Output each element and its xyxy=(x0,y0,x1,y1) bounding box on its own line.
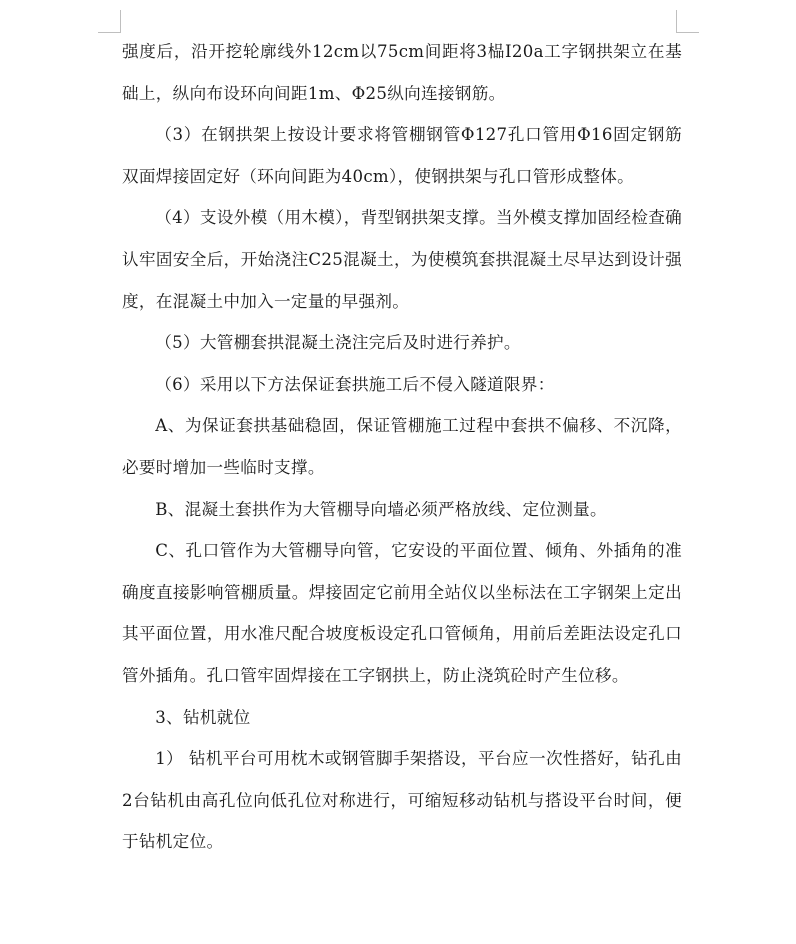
paragraph-10: 1） 钻机平台可用枕木或钢管脚手架搭设，平台应一次性搭好，钻孔由2台钻机由高孔位向低孔位对称进行，可缩短移动钻机与搭设平台时间，便于钻机定位。 xyxy=(122,749,682,852)
paragraph-5: （6）采用以下方法保证套拱施工后不侵入隧道限界： xyxy=(155,374,555,394)
top-left-margin-mark xyxy=(98,10,121,33)
paragraph-8: C、孔口管作为大管棚导向管，它安设的平面位置、倾角、外插角的准确度直接影响管棚质量。焊接固定它前用全站仪以坐标法在工字钢架上定出其平面位置，用水准尺配合坡度板设定孔口管倾角，用前后差距法设定孔口管外插角。孔口管牢固焊接在工字钢拱上，防止浇筑砼时产生位移。 xyxy=(122,541,682,685)
paragraph-3: （4）支设外模（用木模），背型钢拱架支撑。当外模支撑加固经检查确认牢固安全后，开始浇注C25混凝土，为使模筑套拱混凝土尽早达到设计强度，在混凝土中加入一定量的早强剂。 xyxy=(122,208,682,311)
paragraph-7: B、混凝土套拱作为大管棚导向墙必须严格放线、定位测量。 xyxy=(155,499,607,519)
paragraph-1: 强度后，沿开挖轮廓线外12cm以75cm间距将3榀I20a工字钢拱架立在基础上，纵向布设环向间距1m、Φ25纵向连接钢筋。 xyxy=(122,42,682,103)
document-body xyxy=(122,31,682,863)
top-right-margin-mark xyxy=(676,10,699,33)
paragraph-2: （3）在钢拱架上按设计要求将管棚钢管Φ127孔口管用Φ16固定钢筋双面焊接固定好（环向间距为40cm），使钢拱架与孔口管形成整体。 xyxy=(122,125,682,186)
paragraph-6: A、为保证套拱基础稳固，保证管棚施工过程中套拱不偏移、不沉降，必要时增加一些临时支撑。 xyxy=(122,416,682,477)
paragraph-4: （5）大管棚套拱混凝土浇注完后及时进行养护。 xyxy=(155,333,521,353)
section-heading: 3、钻机就位 xyxy=(155,707,251,727)
